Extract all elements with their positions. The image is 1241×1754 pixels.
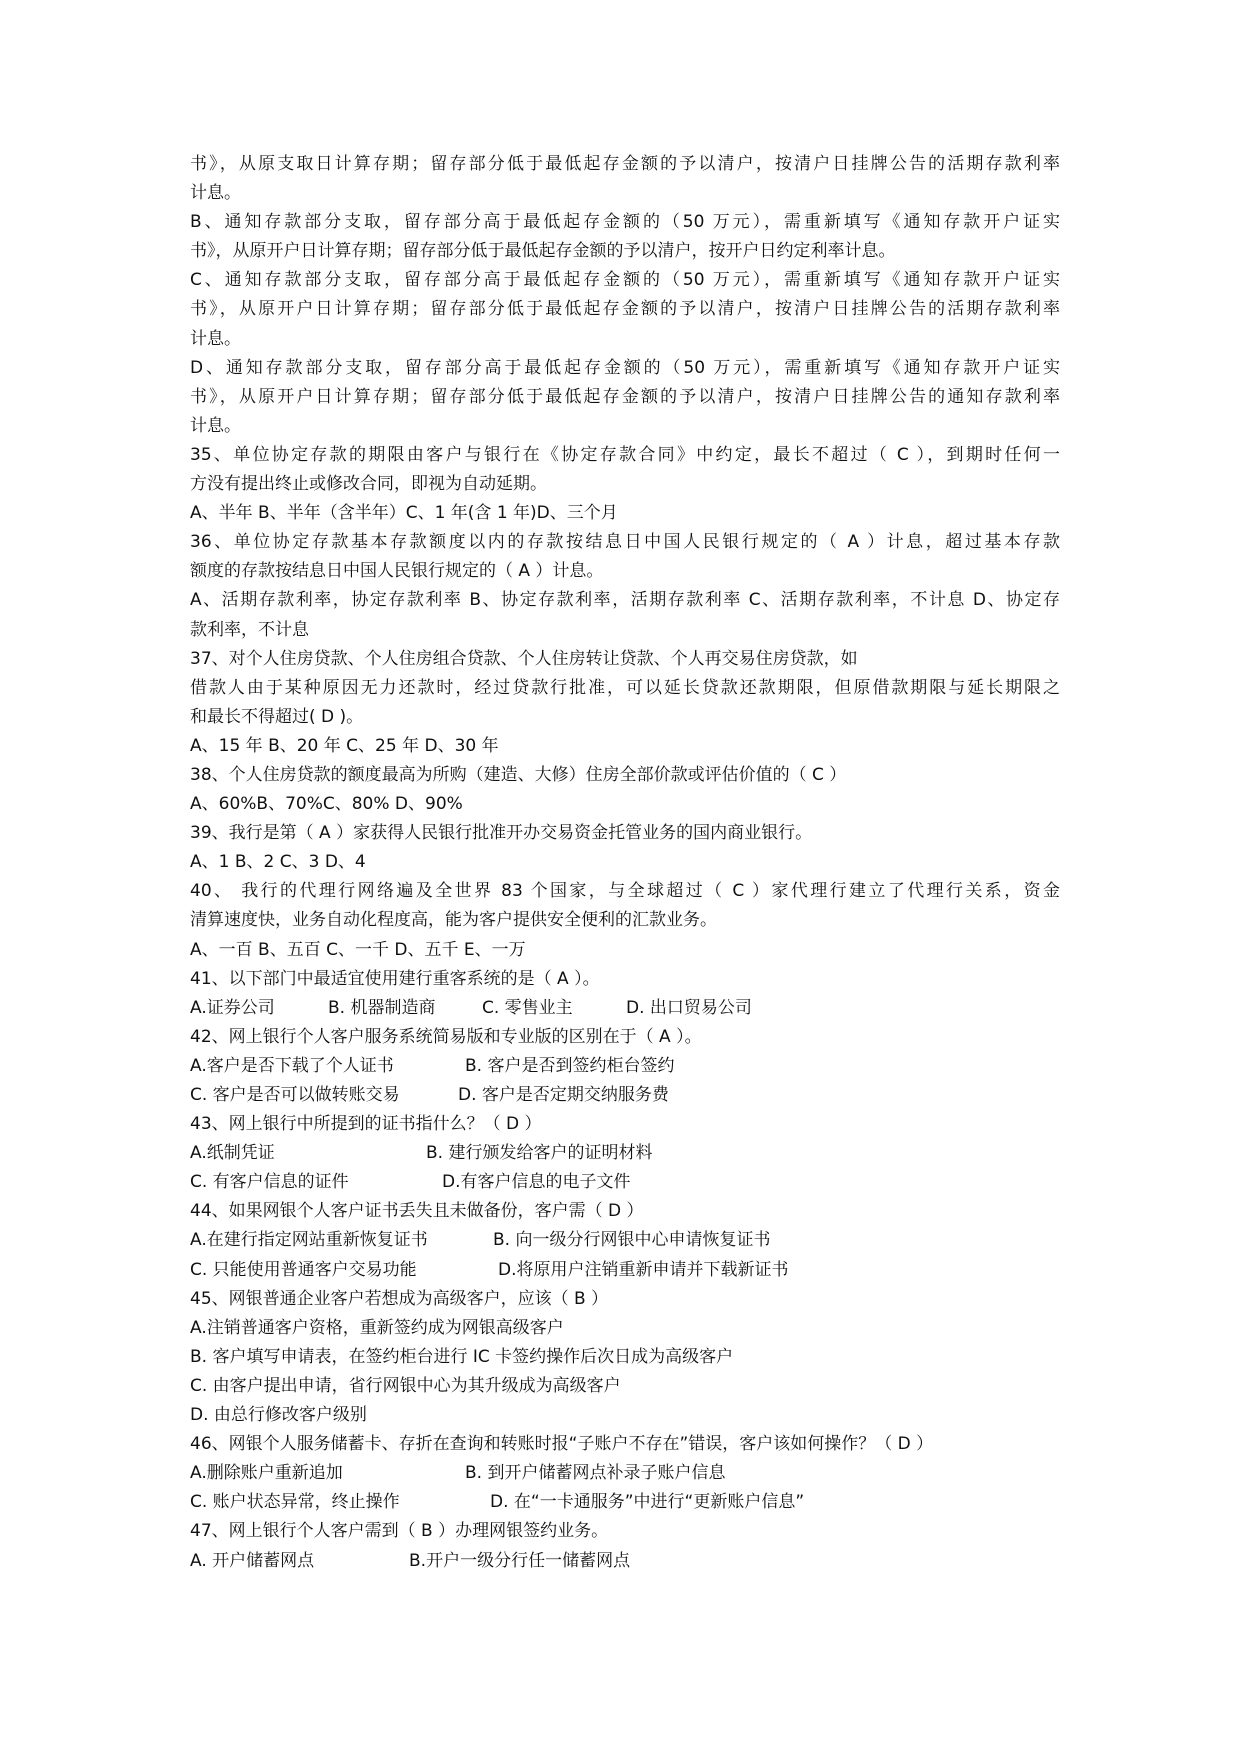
option-text: B.开户一级分行任一储蓄网点: [409, 1550, 631, 1571]
text-line: 计息。: [190, 415, 241, 436]
text-line: 40、 我行的代理行网络遍及全世界 83 个国家，与全球超过（ C ）家代理行建立了代理行关系，资金: [190, 881, 1060, 902]
text-line: 书》，从原开户日计算存期；留存部分低于最低起存金额的予以清户，按清户日挂牌公告的活期存款利率: [190, 299, 1060, 320]
text-line: 46、网银个人服务储蓄卡、存折在查询和转账时报“子账户不存在”错误，客户该如何操作？（ D ）: [190, 1434, 934, 1455]
text-line: 和最长不得超过( D )。: [190, 706, 364, 727]
option-text: A.证券公司: [190, 997, 275, 1018]
text-line: C、通知存款部分支取，留存部分高于最低起存金额的（50 万元），需重新填写《通知存款开户证实: [190, 270, 1060, 291]
text-line: 35、单位协定存款的期限由客户与银行在《协定存款合同》中约定，最长不超过（ C ），到期时任何一: [190, 444, 1060, 465]
option-row: [190, 1168, 1060, 1197]
option-text: D.有客户信息的电子文件: [442, 1172, 631, 1193]
text-line: A、60%B、70%C、80% D、90%: [190, 794, 463, 815]
option-text: B. 机器制造商: [328, 997, 436, 1018]
option-text: C. 零售业主: [482, 997, 573, 1018]
text-line: 借款人由于某种原因无力还款时，经过贷款行批准，可以延长贷款还款期限，但原借款期限与延长期限之: [190, 677, 1060, 698]
text-line: A、活期存款利率，协定存款利率 B、协定存款利率，活期存款利率 C、活期存款利率，不计息 D、协定存: [190, 590, 1060, 611]
text-line: 额度的存款按结息日中国人民银行规定的（ A ）计息。: [190, 561, 604, 582]
text-line: 44、如果网银个人客户证书丢失且未做备份，客户需（ D ）: [190, 1201, 644, 1222]
option-text: D. 在“一卡通服务”中进行“更新账户信息”: [490, 1492, 805, 1513]
option-row: [190, 1256, 1060, 1285]
option-text: B. 向一级分行网银中心申请恢复证书: [493, 1230, 771, 1251]
option-row: [190, 1081, 1060, 1110]
text-line: A.注销普通客户资格，重新签约成为网银高级客户: [190, 1317, 564, 1338]
text-line: A、1 B、2 C、3 D、4: [190, 852, 366, 873]
text-line: 书》，从原支取日计算存期；留存部分低于最低起存金额的予以清户，按清户日挂牌公告的活期存款利率: [190, 154, 1060, 174]
option-text: D. 出口贸易公司: [626, 997, 752, 1018]
text-line: B、通知存款部分支取，留存部分高于最低起存金额的（50 万元），需重新填写《通知存款开户证实: [190, 212, 1060, 233]
option-text: C. 只能使用普通客户交易功能: [190, 1259, 417, 1280]
text-line: 45、网银普通企业客户若想成为高级客户，应该（ B ）: [190, 1288, 609, 1309]
option-text: B. 客户是否到签约柜台签约: [465, 1055, 675, 1076]
text-line: 43、网上银行中所提到的证书指什么？（ D ）: [190, 1114, 542, 1135]
text-line: 38、个人住房贷款的额度最高为所购（建造、大修）住房全部价款或评估价值的（ C ）: [190, 764, 847, 785]
text-line: A、半年 B、半年（含半年）C、1 年(含 1 年)D、三个月: [190, 503, 618, 524]
option-text: A. 开户储蓄网点: [190, 1550, 315, 1571]
option-row: [190, 1547, 1060, 1576]
option-text: A.在建行指定网站重新恢复证书: [190, 1230, 428, 1251]
option-text: A.删除账户重新追加: [190, 1463, 343, 1484]
text-line: 42、网上银行个人客户服务系统简易版和专业版的区别在于（ A ）。: [190, 1026, 702, 1047]
option-row: [190, 1226, 1060, 1255]
text-line: 36、单位协定存款基本存款额度以内的存款按结息日中国人民银行规定的（ A ）计息，超过基本存款: [190, 532, 1060, 553]
option-text: D.将原用户注销重新申请并下载新证书: [498, 1259, 789, 1280]
text-line: C. 由客户提出申请，省行网银中心为其升级成为高级客户: [190, 1375, 621, 1396]
document-page: [190, 150, 1060, 1576]
text-line: A、15 年 B、20 年 C、25 年 D、30 年: [190, 735, 499, 756]
text-line: 书》，从原开户日计算存期；留存部分低于最低起存金额的予以清户，按清户日挂牌公告的通知存款利率: [190, 386, 1060, 407]
text-line: 41、以下部门中最适宜使用建行重客系统的是（ A ）。: [190, 968, 600, 989]
option-text: A.纸制凭证: [190, 1143, 275, 1164]
option-text: B. 到开户储蓄网点补录子账户信息: [465, 1463, 726, 1484]
option-row: [190, 1052, 1060, 1081]
text-line: 47、网上银行个人客户需到（ B ）办理网银签约业务。: [190, 1521, 609, 1542]
text-line: 清算速度快，业务自动化程度高，能为客户提供安全便利的汇款业务。: [190, 910, 717, 931]
text-line: B. 客户填写申请表，在签约柜台进行 IC 卡签约操作后次日成为高级客户: [190, 1346, 734, 1367]
option-text: C. 有客户信息的证件: [190, 1172, 349, 1193]
text-line: 39、我行是第（ A ）家获得人民银行批准开办交易资金托管业务的国内商业银行。: [190, 823, 813, 844]
option-text: D. 客户是否定期交纳服务费: [458, 1085, 669, 1105]
text-line: 计息。: [190, 183, 241, 204]
option-text: A.客户是否下载了个人证书: [190, 1055, 394, 1076]
text-line: 书》，从原开户日计算存期；留存部分低于最低起存金额的予以清户，按开户日约定利率计息。: [190, 241, 896, 262]
text-line: A、一百 B、五百 C、一千 D、五千 E、一万: [190, 939, 526, 960]
option-row: [190, 994, 1060, 1023]
option-text: C. 客户是否可以做转账交易: [190, 1085, 400, 1105]
option-row: [190, 1139, 1060, 1168]
text-line: 计息。: [190, 328, 241, 349]
option-text: B. 建行颁发给客户的证明材料: [426, 1143, 653, 1164]
option-row: [190, 1488, 1060, 1517]
text-line: D、通知存款部分支取，留存部分高于最低起存金额的（50 万元），需重新填写《通知存款开户证实: [190, 357, 1060, 378]
option-row: [190, 1459, 1060, 1488]
text-line: 37、对个人住房贷款、个人住房组合贷款、个人住房转让贷款、个人再交易住房贷款，如: [190, 648, 858, 669]
text-line: 方没有提出终止或修改合同，即视为自动延期。: [190, 474, 547, 495]
text-line: 款利率，不计息: [190, 619, 309, 640]
option-text: C. 账户状态异常，终止操作: [190, 1492, 400, 1513]
text-line: D. 由总行修改客户级别: [190, 1405, 367, 1426]
